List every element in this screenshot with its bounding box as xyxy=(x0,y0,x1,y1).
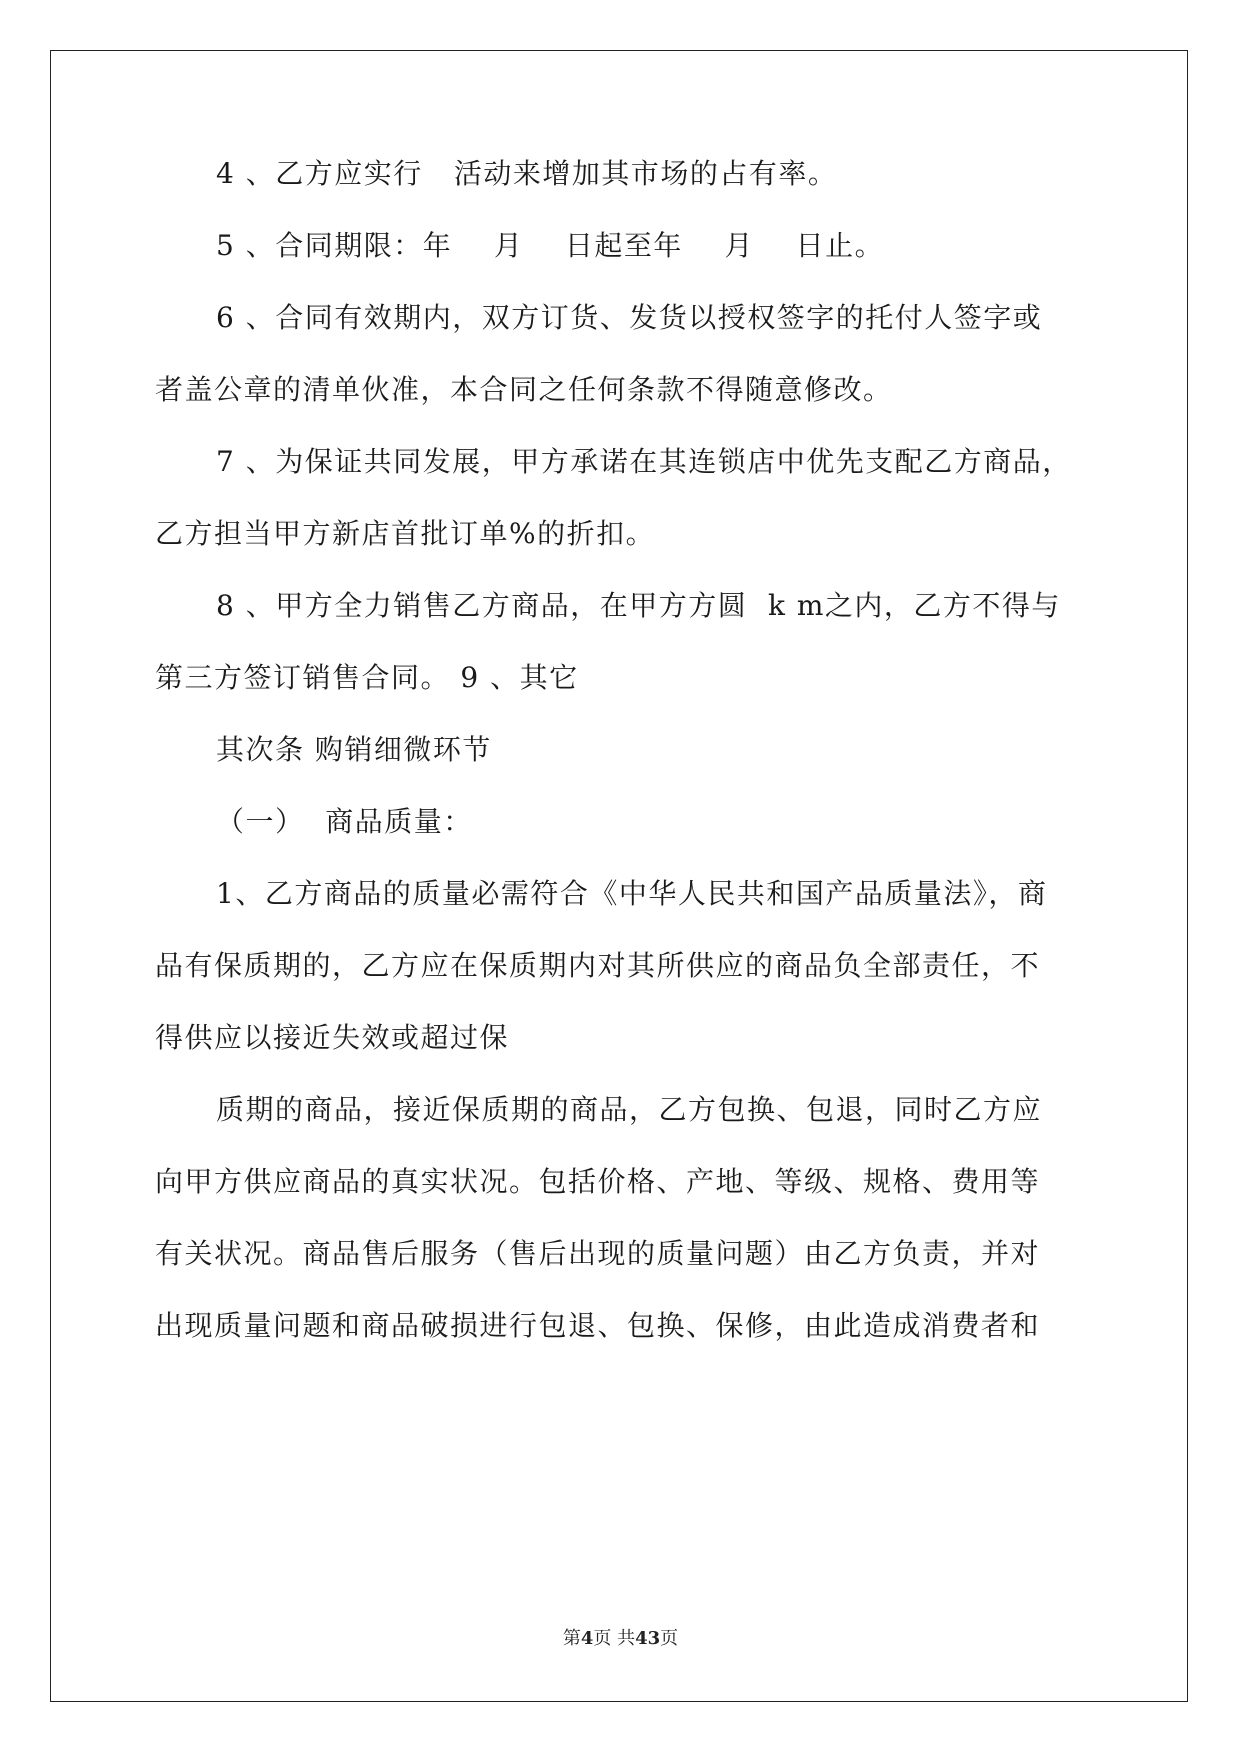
paragraph-line: 质期的商品，接近保质期的商品，乙方包换、包退，同时乙方应 xyxy=(216,1093,1043,1126)
footer-mid: 页 共 xyxy=(593,1628,636,1649)
current-page-number: 4 xyxy=(580,1628,594,1649)
paragraph-line: 8 、甲方全力销售乙方商品，在甲方方圆 k m之内，乙方不得与 xyxy=(216,589,1061,622)
paragraph-line: 4 、乙方应实行 活动来增加其市场的占有率。 xyxy=(216,157,838,190)
paragraph-line: 乙方担当甲方新店首批订单%的折扣。 xyxy=(155,517,656,550)
paragraph-line: 7 、为保证共同发展，甲方承诺在其连锁店中优先支配乙方商品， xyxy=(216,445,1072,478)
footer-suffix: 页 xyxy=(660,1628,679,1649)
paragraph-line: 1、乙方商品的质量必需符合《中华人民共和国产品质量法》，商 xyxy=(216,877,1048,910)
paragraph-line: 5 、合同期限：年 月 日起至年 月 日止。 xyxy=(216,229,885,262)
subsection-heading: （一） 商品质量： xyxy=(216,805,473,838)
paragraph-line: 得供应以接近失效或超过保 xyxy=(155,1021,510,1054)
paragraph-line: 者盖公章的清单伙准，本合同之任何条款不得随意修改。 xyxy=(155,373,893,406)
total-pages-number: 43 xyxy=(635,1628,661,1649)
page-footer xyxy=(0,1627,1241,1651)
paragraph-line: 向甲方供应商品的真实状况。包括价格、产地、等级、规格、费用等 xyxy=(155,1165,1041,1198)
paragraph-line: 第三方签订销售合同。 9 、其它 xyxy=(155,661,579,694)
section-heading: 其次条 购销细微环节 xyxy=(216,733,492,766)
paragraph-line: 出现质量问题和商品破损进行包退、包换、保修，由此造成消费者和 xyxy=(155,1309,1041,1342)
paragraph-line: 6 、合同有效期内，双方订货、发货以授权签字的托付人签字或 xyxy=(216,301,1043,334)
paragraph-line: 有关状况。商品售后服务（售后出现的质量问题）由乙方负责，并对 xyxy=(155,1237,1041,1270)
footer-prefix: 第 xyxy=(562,1628,581,1649)
paragraph-line: 品有保质期的，乙方应在保质期内对其所供应的商品负全部责任，不 xyxy=(155,949,1041,982)
